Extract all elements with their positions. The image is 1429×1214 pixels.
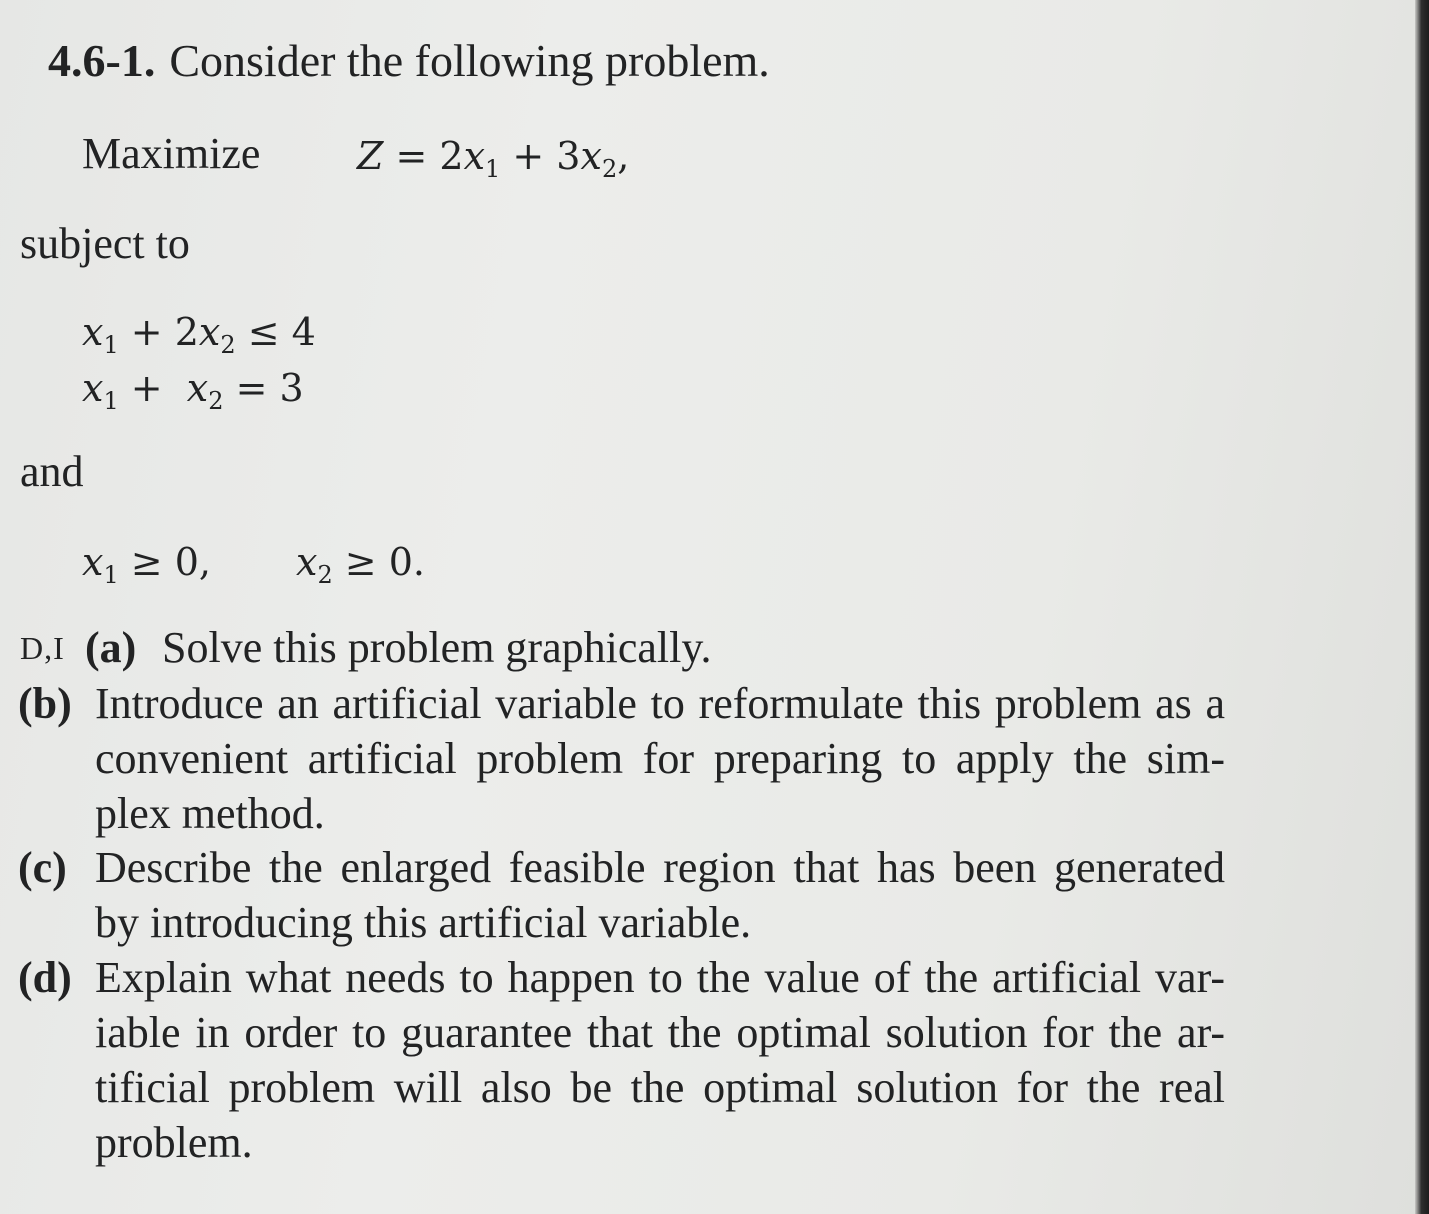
part-b-label: (b) — [18, 679, 72, 728]
part-c-text: Describe the enlarged feasible region that has been generated by introducing this artificial variable. — [95, 843, 1225, 947]
part-c-label: (c) — [18, 843, 67, 892]
objective-x1-sub: 1 — [485, 155, 501, 183]
objective-eq: = 2 — [383, 134, 464, 178]
objective-x1: x — [463, 134, 486, 178]
part-d-text: Explain what needs to happen to the value of the artificial var-iable in order to guarantee that the optimal solution for the ar-tificial problem will also be the optimal solution for the real problem. — [95, 953, 1225, 1167]
objective-z: Z — [357, 134, 384, 178]
constraint-1: $x_1 + 2x_2 \le 4$ — [82, 310, 316, 359]
nonneg-x1: $x_1 \ge 0$, — [82, 540, 211, 589]
subject-to-label: subject to — [20, 219, 190, 268]
and-label: and — [20, 447, 84, 496]
difficulty-tags: D,I — [20, 630, 65, 666]
constraint-2: $x_1 + x_2 = 3$ — [82, 366, 304, 415]
objective-x2: x — [580, 134, 602, 178]
problem-number: 4.6-1. — [48, 35, 156, 86]
part-b-text: Introduce an artificial variable to reformulate this problem as a convenient artificial problem for preparing to apply the sim-plex method. — [95, 679, 1225, 838]
objective-end: , — [617, 134, 630, 178]
objective-x2-sub: 2 — [601, 155, 618, 183]
objective-plus: + 3 — [500, 134, 581, 178]
nonneg-x2: $x_2 \ge 0$. — [296, 540, 425, 589]
part-a-label: (a) — [85, 623, 137, 672]
page-edge-shadow — [1415, 0, 1429, 1214]
problem-intro: Consider the following problem. — [169, 35, 770, 86]
objective-label: Maximize — [82, 129, 261, 178]
part-d-label: (d) — [18, 953, 72, 1002]
part-a-text: Solve this problem graphically. — [162, 623, 712, 672]
problem-heading — [48, 34, 770, 87]
objective-function — [357, 134, 629, 183]
